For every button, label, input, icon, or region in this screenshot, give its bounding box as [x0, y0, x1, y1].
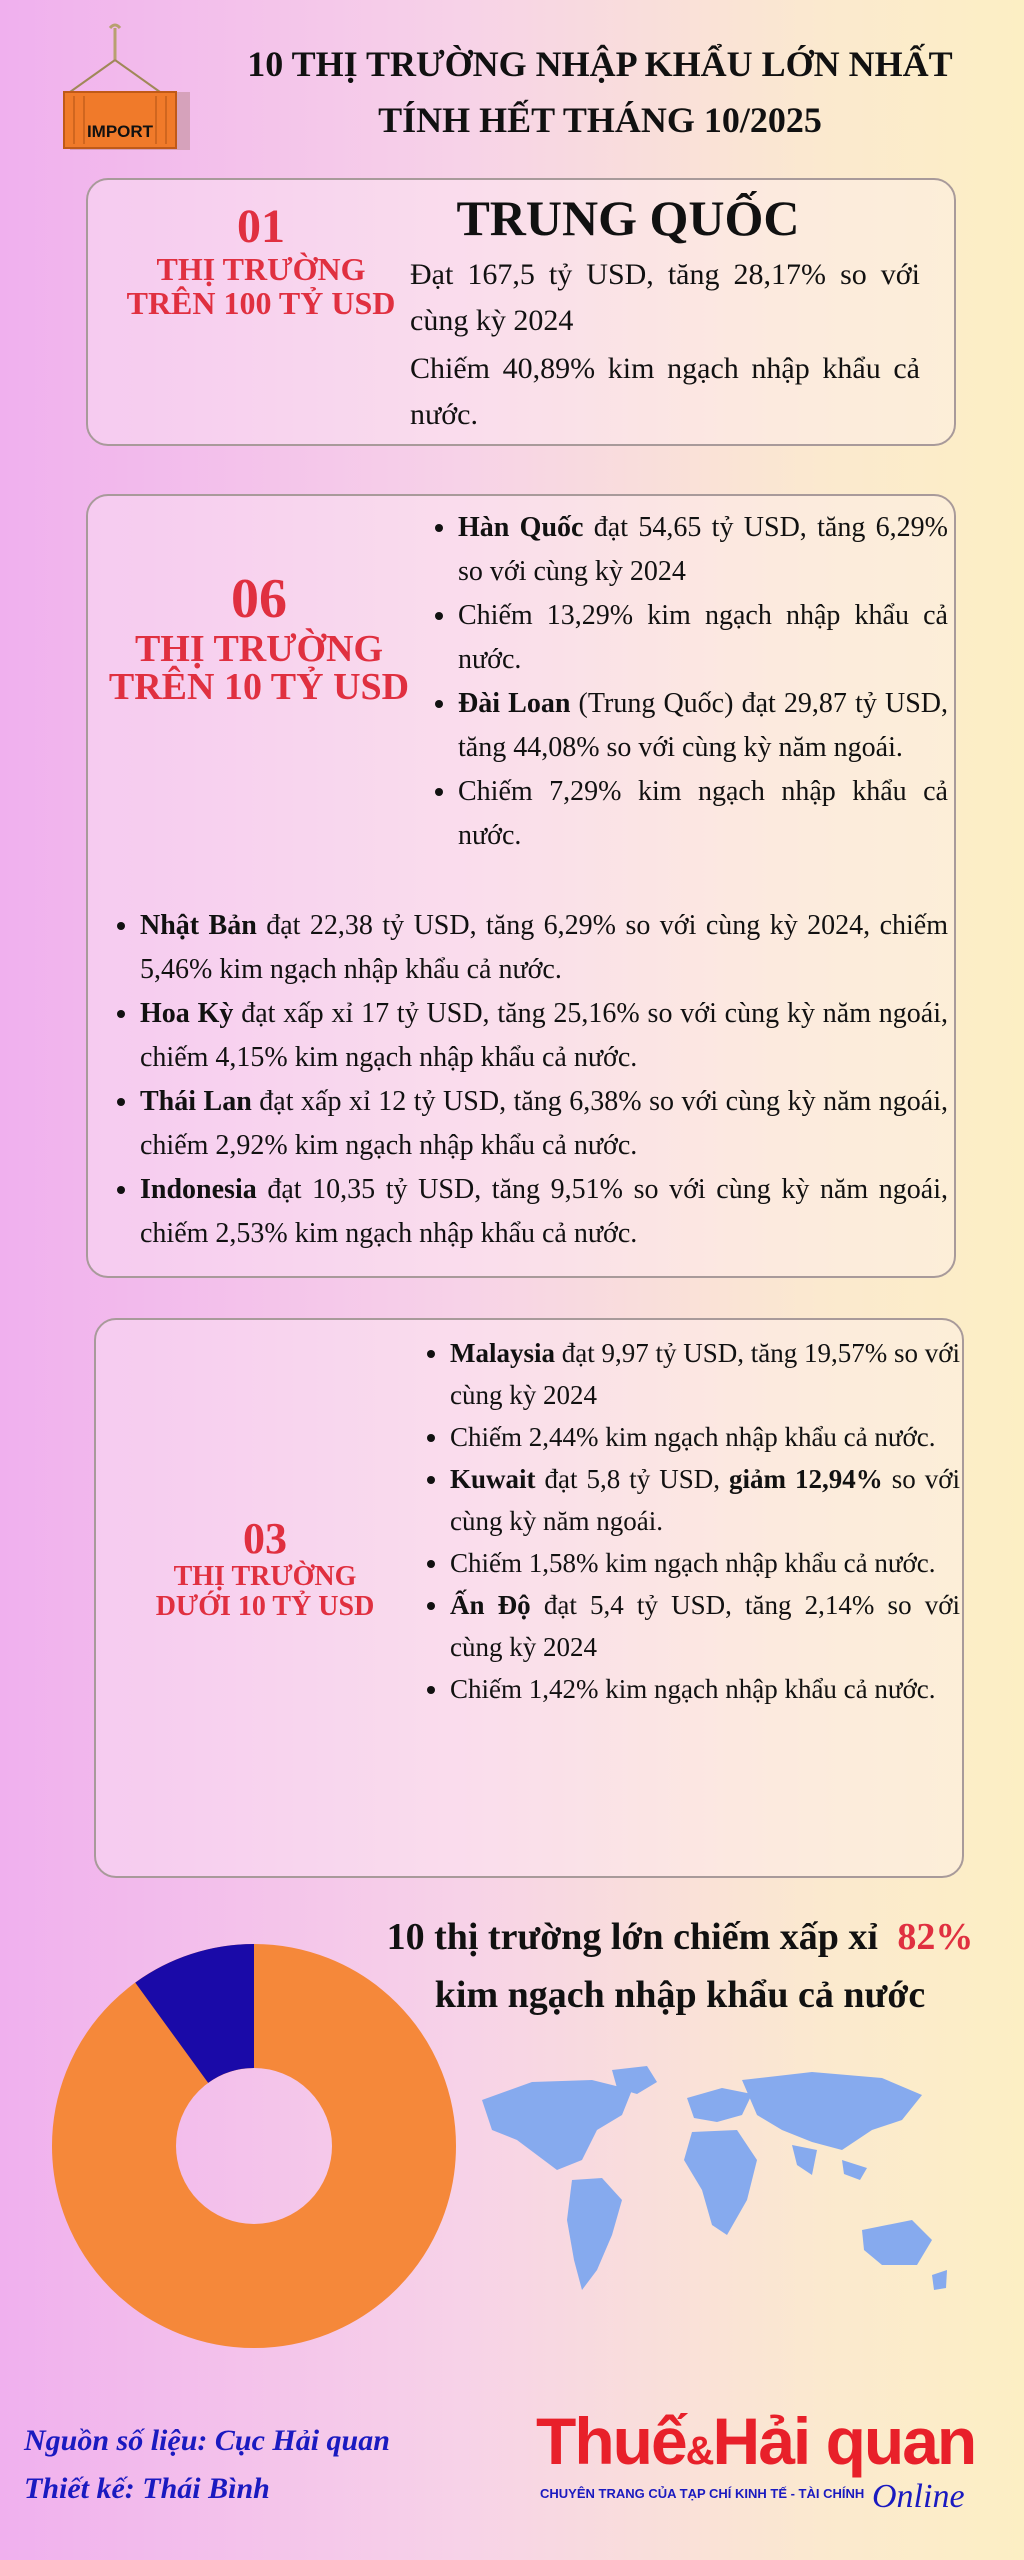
import-badge-label: IMPORT: [86, 122, 154, 141]
summary-percent: 82%: [897, 1916, 974, 1958]
list-item: • Chiếm 1,58% kim ngạch nhập khẩu cả nước.: [450, 1542, 960, 1584]
section2-label: [94, 568, 424, 706]
section3-label: [102, 1516, 428, 1622]
page-title-line1: 10 THỊ TRƯỜNG NHẬP KHẨU LỚN NHẤT: [247, 44, 953, 84]
list-item: • Kuwait đạt 5,8 tỷ USD, giảm 12,94% so với cùng kỳ năm ngoái.: [450, 1458, 960, 1542]
section-under-10b: [94, 1318, 964, 1878]
section3-list: [416, 1332, 960, 1710]
design-credit: Thiết kế: Thái Bình: [24, 2472, 270, 2505]
section1-count: 01: [237, 200, 285, 253]
section1-label-line1: THỊ TRƯỜNG: [156, 251, 366, 287]
section2-list: [424, 506, 948, 858]
list-item: • Chiếm 1,42% kim ngạch nhập khẩu cả nước.: [450, 1668, 960, 1710]
section2-count: 06: [231, 568, 287, 630]
share-donut-chart: [50, 1942, 458, 2350]
logo-subtitle: CHUYÊN TRANG CỦA TẠP CHÍ KINH TẾ - TÀI CHÍNH: [540, 2486, 865, 2501]
section1-label: [96, 202, 426, 320]
section1-country: TRUNG QUỐC: [456, 190, 800, 246]
list-item: • Chiếm 2,44% kim ngạch nhập khẩu cả nước.: [450, 1416, 960, 1458]
import-container-icon: [60, 20, 190, 160]
world-map-image: [462, 2060, 962, 2320]
section3-label-line2: DƯỚI 10 TỶ USD: [155, 1591, 375, 1622]
section3-label-line1: THỊ TRƯỜNG: [173, 1561, 357, 1592]
section1-label-line2: TRÊN 100 TỶ USD: [126, 285, 396, 321]
list-item: • Hàn Quốc đạt 54,65 tỷ USD, tăng 6,29% so với cùng kỳ 2024: [458, 506, 948, 594]
list-item: • Chiếm 13,29% kim ngạch nhập khẩu cả nước.: [458, 594, 948, 682]
list-item: • Thái Lan đạt xấp xỉ 12 tỷ USD, tăng 6,38% so với cùng kỳ năm ngoái, chiếm 2,92% kim ngạch nhập khẩu cả nước.: [140, 1080, 948, 1168]
list-item: • Đài Loan (Trung Quốc) đạt 29,87 tỷ USD, tăng 44,08% so với cùng kỳ năm ngoái.: [458, 682, 948, 770]
list-item: • Chiếm 7,29% kim ngạch nhập khẩu cả nước.: [458, 770, 948, 858]
section-over-100b: [86, 178, 956, 446]
donut-rest-segment: [172, 2006, 254, 2033]
section2-wide-list: [106, 904, 948, 1256]
section1-para1: Đạt 167,5 tỷ USD, tăng 28,17% so với cùng kỳ 2024: [410, 258, 920, 337]
source-credit: Nguồn số liệu: Cục Hải quan: [24, 2424, 390, 2457]
section3-count: 03: [243, 1514, 287, 1563]
section2-label-line2: TRÊN 10 TỶ USD: [108, 666, 410, 708]
logo-hai-quan: Hải quan: [712, 2404, 976, 2478]
list-item: • Indonesia đạt 10,35 tỷ USD, tăng 9,51% so với cùng kỳ năm ngoái, chiếm 2,53% kim ngạch nhập khẩu cả nước.: [140, 1168, 948, 1256]
list-item: • Ấn Độ đạt 5,4 tỷ USD, tăng 2,14% so với cùng kỳ 2024: [450, 1584, 960, 1668]
logo-online: Online: [872, 2478, 965, 2515]
summary-text: 10 thị trường lớn chiếm xấp xỉ: [386, 1916, 878, 1958]
list-item: • Hoa Kỳ đạt xấp xỉ 17 tỷ USD, tăng 25,16% so với cùng kỳ năm ngoái, chiếm 4,15% kim ngạch nhập khẩu cả nước.: [140, 992, 948, 1080]
section-over-10b: [86, 494, 956, 1278]
logo-amp: &: [685, 2429, 713, 2473]
logo-thue: Thuế: [536, 2404, 686, 2478]
list-item: • Malaysia đạt 9,97 tỷ USD, tăng 19,57% so với cùng kỳ 2024: [450, 1332, 960, 1416]
section2-label-line1: THỊ TRƯỜNG: [134, 628, 384, 670]
list-item: • Nhật Bản đạt 22,38 tỷ USD, tăng 6,29% so với cùng kỳ 2024, chiếm 5,46% kim ngạch nhập khẩu cả nước.: [140, 904, 948, 992]
page-title-line2: TÍNH HẾT THÁNG 10/2025: [378, 100, 822, 140]
section1-para2: Chiếm 40,89% kim ngạch nhập khẩu cả nước.: [410, 352, 920, 431]
thue-hai-quan-logo: [536, 2404, 976, 2524]
summary-line2: kim ngạch nhập khẩu cả nước: [434, 1974, 926, 2016]
